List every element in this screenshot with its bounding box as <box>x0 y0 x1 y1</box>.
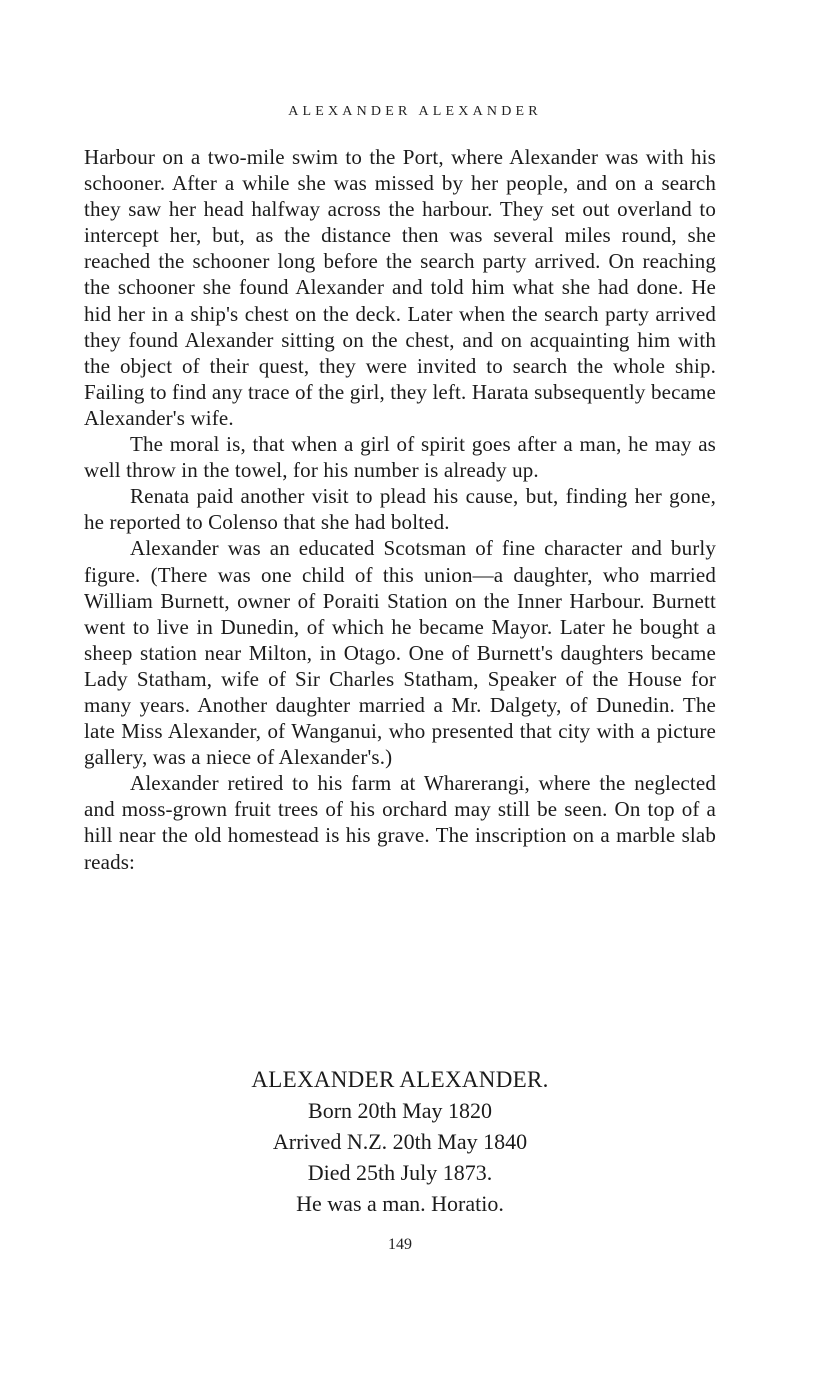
paragraph-renata: Renata paid another visit to plead his cause, but, finding her gone, he reported to Colenso that she had bolted. <box>84 484 716 535</box>
paragraph-family: Alexander was an educated Scotsman of fine character and burly figure. (There was one child of this union—a daughter, who married William Burnett, owner of Poraiti Station on the Inner Harbour. Burnett went to live in Dunedin, of which he became Mayor. Later he bought a sheep station near Milton, in Otago. One of Burnett's daughters became Lady Statham, wife of Sir Charles Statham, Speaker of the House for many years. Another daughter married a Mr. Dalgety, of Dunedin. The late Miss Alexander, of Wanganui, who presented that city with a picture gallery, was a niece of Alexander's.) <box>84 536 716 770</box>
epitaph-inscription <box>0 1064 800 1219</box>
epitaph-name: ALEXANDER ALEXANDER. <box>251 1067 549 1092</box>
epitaph-born: Born 20th May 1820 <box>308 1098 492 1123</box>
epitaph-died: Died 25th July 1873. <box>307 1160 493 1185</box>
running-head: ALEXANDER ALEXANDER <box>288 104 542 119</box>
epitaph-arrived: Arrived N.Z. 20th May 1840 <box>272 1129 528 1154</box>
body-text <box>84 144 716 875</box>
epitaph-quote: He was a man. Horatio. <box>296 1191 504 1216</box>
paragraph-grave: Alexander retired to his farm at Wharerangi, where the neglected and moss-grown fruit trees of his orchard may still be seen. On top of a hill near the old homestead is his grave. The inscription on a marble slab reads: <box>84 771 716 874</box>
paragraph-swim-story: Harbour on a two-mile swim to the Port, where Alexander was with his schooner. After a while she was missed by her people, and on a search they saw her head halfway across the harbour. They set out overland to intercept her, but, as the distance then was several miles round, she reached the schooner long before the search party arrived. On reaching the schooner she found Alexander and told him what she had done. He hid her in a ship's chest on the deck. Later when the search party arrived they found Alexander sitting on the chest, and on acquainting him with the object of their quest, they were invited to search the whole ship. Failing to find any trace of the girl, they left. Harata subsequently became Alexander's wife. <box>84 145 716 430</box>
page-number: 149 <box>388 1236 412 1253</box>
paragraph-moral: The moral is, that when a girl of spirit goes after a man, he may as well throw in the towel, for his number is already up. <box>84 432 716 483</box>
